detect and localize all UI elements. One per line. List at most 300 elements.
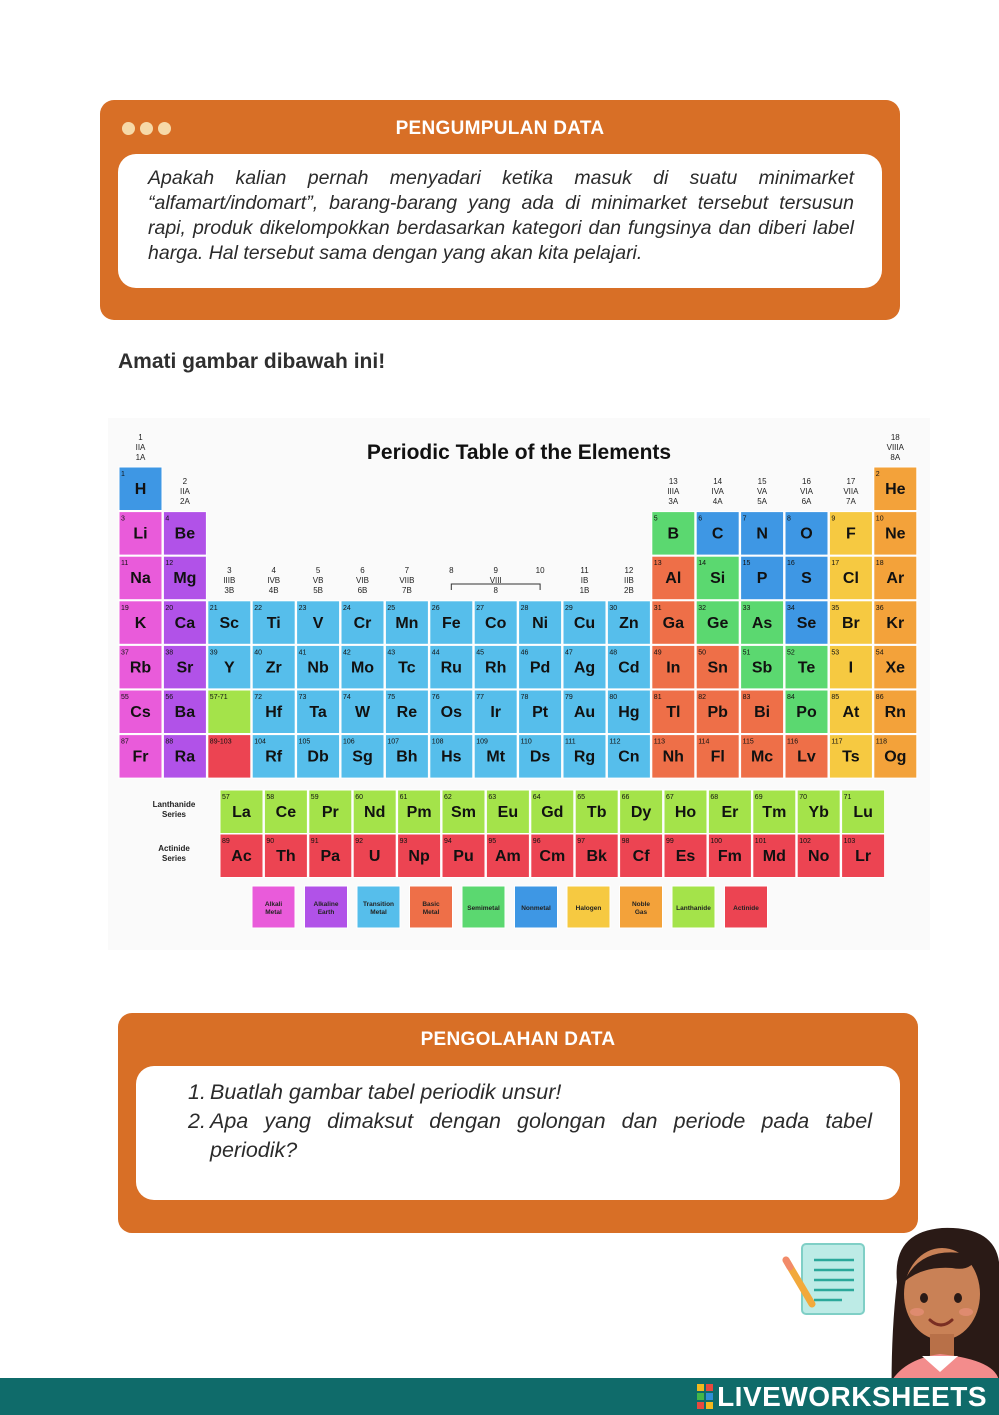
element-w-symbol: W xyxy=(354,704,371,721)
element-ge-number: 32 xyxy=(698,604,706,612)
group-header-label: IB xyxy=(580,576,589,585)
legend-label: Earth xyxy=(317,909,335,916)
element-gd-number: 64 xyxy=(532,794,541,801)
liveworksheets-logo[interactable] xyxy=(697,1378,987,1415)
element-ra-number: 88 xyxy=(165,738,174,746)
group-header-label: IVB xyxy=(267,576,281,585)
group-header-label: 1 xyxy=(138,433,143,442)
series-label: Series xyxy=(161,810,187,819)
group-header-label: 5 xyxy=(315,566,321,575)
element-ge-symbol: Ge xyxy=(707,614,729,632)
group-header-label: 7B xyxy=(402,586,412,595)
element-pm-symbol: Pm xyxy=(406,804,432,821)
element-cl-number: 17 xyxy=(831,560,840,568)
group-header-label: 13 xyxy=(668,477,678,486)
element-zn-symbol: Zn xyxy=(619,614,639,632)
element-sm-number: 62 xyxy=(444,794,452,801)
element-am-number: 95 xyxy=(488,838,497,845)
element-sr-symbol: Sr xyxy=(176,659,194,677)
element-cl-symbol: Cl xyxy=(842,570,859,588)
element-sc-symbol: Sc xyxy=(219,614,240,632)
group-header-label: 4 xyxy=(271,566,276,575)
element-n-symbol: N xyxy=(756,525,768,543)
element-lu-symbol: Lu xyxy=(853,804,873,821)
group-header-label: 1A xyxy=(135,453,146,462)
element-nb-number: 41 xyxy=(298,649,307,657)
element-yb-number: 70 xyxy=(799,794,807,801)
element-rh-number: 45 xyxy=(476,649,484,657)
element-se-symbol: Se xyxy=(796,614,817,632)
element-u-symbol: U xyxy=(368,848,381,865)
element-md-number: 101 xyxy=(754,838,767,845)
element-ta-number: 73 xyxy=(298,694,307,701)
element-ar-number: 18 xyxy=(875,560,884,568)
element-ds-number: 110 xyxy=(520,738,532,746)
element-bk-number: 97 xyxy=(577,838,585,845)
element-np-number: 93 xyxy=(399,838,408,845)
legend-label: Nonmetal xyxy=(521,905,551,912)
element-pa-symbol: Pa xyxy=(320,848,341,865)
element-rg-symbol: Rg xyxy=(573,748,596,766)
element-ba-number: 56 xyxy=(165,694,174,701)
element-hs-number: 108 xyxy=(431,738,444,746)
group-header-label: VIA xyxy=(800,487,813,496)
element-w-number: 74 xyxy=(343,694,351,701)
element-no-symbol: No xyxy=(808,848,830,865)
element-es-symbol: Es xyxy=(675,848,696,865)
element-bh-symbol: Bh xyxy=(396,748,418,766)
group-header-label: 12 xyxy=(624,566,634,575)
element-cs-symbol: Cs xyxy=(130,704,151,721)
group-header-label: 8 xyxy=(493,586,498,595)
group-header-label: IVA xyxy=(711,487,724,496)
element-cu-number: 29 xyxy=(565,604,573,612)
element-kr-number: 36 xyxy=(875,604,884,612)
group-header-label: 7A xyxy=(846,497,856,506)
element-pd-number: 46 xyxy=(520,649,529,657)
group-header-label: IIB xyxy=(624,576,634,585)
element-ac-number: 89 xyxy=(222,838,230,845)
element-cm-number: 96 xyxy=(532,838,541,845)
element-dy-symbol: Dy xyxy=(630,804,652,821)
element-pm-number: 61 xyxy=(399,794,408,801)
element-ce-symbol: Ce xyxy=(275,804,297,821)
group-header-label: IIA xyxy=(135,443,146,452)
element-pu-number: 94 xyxy=(444,838,452,845)
element-fe-number: 26 xyxy=(431,604,440,612)
element-cd-symbol: Cd xyxy=(618,659,640,677)
element-ne-symbol: Ne xyxy=(885,525,906,543)
question-item xyxy=(188,1107,872,1165)
element-na-symbol: Na xyxy=(130,570,151,588)
group-header-label: 16 xyxy=(802,477,811,486)
element-s-symbol: S xyxy=(801,570,812,588)
element-md-symbol: Md xyxy=(762,848,786,865)
group-header-label: 15 xyxy=(757,477,767,486)
element-lv-symbol: Lv xyxy=(797,748,816,766)
element-tb-symbol: Tb xyxy=(586,804,607,821)
pengumpulan-data-card xyxy=(100,100,900,320)
group-header-label: 1B xyxy=(579,586,590,595)
element-v-number: 23 xyxy=(298,604,307,612)
element-li-number: 3 xyxy=(121,515,125,523)
group-header-label: IIIB xyxy=(223,576,236,585)
element-la-number: 57 xyxy=(222,794,230,801)
element-eu-number: 63 xyxy=(488,794,497,801)
element-cu-symbol: Cu xyxy=(573,614,596,632)
element-pt-number: 78 xyxy=(520,694,529,701)
element-mo-symbol: Mo xyxy=(350,659,375,677)
element-sn-symbol: Sn xyxy=(707,659,728,677)
element-he-number: 2 xyxy=(875,471,880,478)
element-pa-number: 91 xyxy=(310,838,319,845)
group-header-label: IIIA xyxy=(667,487,680,496)
legend-label: Halogen xyxy=(575,905,602,912)
element-xe-number: 54 xyxy=(875,649,884,657)
legend-label: Alkaline xyxy=(313,901,339,908)
series-label: Series xyxy=(161,854,187,863)
element-rb-number: 37 xyxy=(121,649,129,657)
element-bi-symbol: Bi xyxy=(754,704,771,721)
element-ag-number: 47 xyxy=(565,649,573,657)
element-o-symbol: O xyxy=(800,525,813,543)
element-ho-number: 67 xyxy=(666,794,674,801)
element-rf-symbol: Rf xyxy=(265,748,283,766)
element-ne-number: 10 xyxy=(875,515,884,523)
element-nd-number: 60 xyxy=(355,794,363,801)
element-dy-number: 66 xyxy=(621,794,630,801)
element-fm-number: 100 xyxy=(710,838,723,845)
instruction-heading: Amati gambar dibawah ini! xyxy=(118,350,386,373)
element-b-symbol: B xyxy=(667,525,680,543)
element-xe-symbol: Xe xyxy=(885,659,906,677)
element-ds-symbol: Ds xyxy=(529,748,551,766)
element-hf-number: 72 xyxy=(254,694,262,701)
element-ac-symbol: Ac xyxy=(231,848,252,865)
element-be-symbol: Be xyxy=(174,525,196,543)
actinide-placeholder-label: 89-103 xyxy=(209,738,232,746)
element-ru-symbol: Ru xyxy=(440,659,462,677)
element-hg-number: 80 xyxy=(609,694,618,701)
element-b-number: 5 xyxy=(653,515,658,523)
element-la-symbol: La xyxy=(232,804,251,821)
element-si-symbol: Si xyxy=(710,570,726,588)
element-ca-symbol: Ca xyxy=(174,614,196,632)
element-nb-symbol: Nb xyxy=(307,659,329,677)
element-ce-number: 58 xyxy=(266,794,275,801)
group-header-label: IIA xyxy=(180,487,190,496)
element-c-symbol: C xyxy=(711,525,724,543)
element-lr-symbol: Lr xyxy=(855,848,872,865)
group-header-label: VIIA xyxy=(843,487,859,496)
element-zn-number: 30 xyxy=(609,604,618,612)
element-np-symbol: Np xyxy=(408,848,430,865)
element-og-symbol: Og xyxy=(884,748,907,766)
element-mt-number: 109 xyxy=(476,738,488,746)
element-tm-symbol: Tm xyxy=(762,804,787,821)
element-mn-number: 25 xyxy=(387,604,396,612)
group-header-label: 18 xyxy=(890,433,900,442)
legend-label: Transition xyxy=(362,901,395,908)
element-mc-number: 115 xyxy=(742,738,754,746)
element-in-number: 49 xyxy=(653,649,662,657)
element-be-number: 4 xyxy=(165,515,170,523)
element-ba-symbol: Ba xyxy=(174,704,196,721)
element-nd-symbol: Nd xyxy=(364,804,386,821)
element-rf-number: 104 xyxy=(254,738,266,746)
element-th-number: 90 xyxy=(266,838,275,845)
group-header-label: 14 xyxy=(713,477,723,486)
element-ca-number: 20 xyxy=(165,604,174,612)
element-pb-number: 82 xyxy=(698,694,706,701)
element-og-number: 118 xyxy=(875,738,887,746)
element-db-symbol: Db xyxy=(307,748,329,766)
periodic-table-image xyxy=(108,418,930,950)
element-ti-symbol: Ti xyxy=(266,614,281,632)
element-mn-symbol: Mn xyxy=(395,614,419,632)
element-tc-number: 43 xyxy=(387,649,396,657)
element-lv-number: 116 xyxy=(787,738,799,746)
group-header-label: 2B xyxy=(624,586,634,595)
element-f-number: 9 xyxy=(831,515,836,523)
element-br-number: 35 xyxy=(831,604,840,612)
logo-blocks-icon xyxy=(697,1384,713,1409)
brand-text: LIVEWORKSHEETS xyxy=(717,1380,987,1412)
group-header-label: VB xyxy=(312,576,324,585)
element-s-number: 16 xyxy=(787,560,795,568)
element-au-number: 79 xyxy=(565,694,573,701)
element-no-number: 102 xyxy=(799,838,811,845)
element-y-symbol: Y xyxy=(223,659,235,677)
element-hf-symbol: Hf xyxy=(265,704,283,721)
element-bh-number: 107 xyxy=(387,738,400,746)
group-header-label: 17 xyxy=(846,477,856,486)
pengolahan-data-card xyxy=(118,1013,918,1233)
group-header-label: 11 xyxy=(580,566,589,575)
element-sb-number: 51 xyxy=(742,649,751,657)
element-tl-number: 81 xyxy=(653,694,662,701)
element-fl-number: 114 xyxy=(698,738,710,746)
element-hs-symbol: Hs xyxy=(441,748,462,766)
element-pr-number: 59 xyxy=(310,794,319,801)
element-os-symbol: Os xyxy=(440,704,462,721)
element-pb-symbol: Pb xyxy=(707,704,728,721)
element-ag-symbol: Ag xyxy=(573,659,596,677)
element-ts-number: 117 xyxy=(831,738,843,746)
group-header-label: 6B xyxy=(357,586,368,595)
element-k-number: 19 xyxy=(121,604,129,612)
element-as-symbol: As xyxy=(751,614,773,632)
element-rb-symbol: Rb xyxy=(129,659,152,677)
legend-label: Noble xyxy=(631,901,651,908)
element-ir-symbol: Ir xyxy=(490,704,502,721)
group-header-label: 10 xyxy=(535,566,545,575)
element-nh-number: 113 xyxy=(653,738,665,746)
element-sc-number: 21 xyxy=(209,604,218,612)
element-si-number: 14 xyxy=(698,560,706,568)
group-header-label: 5A xyxy=(757,497,767,506)
section-title: PENGOLAHAN DATA xyxy=(420,1029,616,1050)
element-te-number: 52 xyxy=(787,649,795,657)
element-ra-symbol: Ra xyxy=(174,748,196,766)
element-hg-symbol: Hg xyxy=(618,704,640,721)
element-mt-symbol: Mt xyxy=(486,748,506,766)
element-zr-number: 40 xyxy=(254,649,262,657)
element-p-symbol: P xyxy=(756,570,768,588)
question-text: Apa yang dimaksut dengan golongan dan periode pada tabel periodik? xyxy=(210,1109,872,1162)
group-header-label: 3B xyxy=(224,586,235,595)
element-er-symbol: Er xyxy=(721,804,739,821)
question-number: 2. xyxy=(188,1109,206,1133)
section-title: PENGUMPULAN DATA xyxy=(395,118,605,139)
element-ru-number: 44 xyxy=(431,649,440,657)
series-label: Lanthanide xyxy=(152,800,196,809)
table-title: Periodic Table of the Elements xyxy=(366,441,672,464)
element-in-symbol: In xyxy=(666,659,681,677)
element-nh-symbol: Nh xyxy=(662,748,684,766)
group-header-label: 8 xyxy=(449,566,454,575)
element-cn-symbol: Cn xyxy=(618,748,640,766)
element-re-number: 75 xyxy=(387,694,396,701)
element-sn-number: 50 xyxy=(698,649,706,657)
element-kr-symbol: Kr xyxy=(886,614,905,632)
element-po-symbol: Po xyxy=(796,704,817,721)
element-yb-symbol: Yb xyxy=(808,804,829,821)
element-er-number: 68 xyxy=(710,794,719,801)
element-f-symbol: F xyxy=(846,525,856,543)
element-fr-number: 87 xyxy=(121,738,129,746)
element-rn-symbol: Rn xyxy=(884,704,906,721)
element-co-number: 27 xyxy=(476,604,484,612)
legend-label: Metal xyxy=(265,909,282,916)
group-header-label: 7 xyxy=(404,566,410,575)
element-i-symbol: I xyxy=(848,659,854,677)
element-bk-symbol: Bk xyxy=(586,848,607,865)
element-cm-symbol: Cm xyxy=(539,848,566,865)
element-pd-symbol: Pd xyxy=(529,659,551,677)
element-ta-symbol: Ta xyxy=(309,704,327,721)
element-lr-number: 103 xyxy=(843,838,856,845)
element-mg-number: 12 xyxy=(165,560,174,568)
element-mg-symbol: Mg xyxy=(173,570,197,588)
element-fe-symbol: Fe xyxy=(441,614,461,632)
group-header-label: VA xyxy=(757,487,768,496)
element-sb-symbol: Sb xyxy=(751,659,773,677)
element-he-symbol: He xyxy=(885,481,906,498)
element-u-number: 92 xyxy=(355,838,363,845)
element-sg-number: 106 xyxy=(343,738,355,746)
element-fl-symbol: Fl xyxy=(710,748,725,766)
group-header-label: 3 xyxy=(227,566,232,575)
legend-label: Basic xyxy=(422,901,440,908)
element-ti-number: 22 xyxy=(254,604,262,612)
group-header-label: 4B xyxy=(268,586,279,595)
element-sm-symbol: Sm xyxy=(451,804,476,821)
element-eu-symbol: Eu xyxy=(497,804,519,821)
element-cf-number: 98 xyxy=(621,838,630,845)
element-cr-number: 24 xyxy=(343,604,351,612)
series-label: Actinide xyxy=(158,844,190,853)
element-po-number: 84 xyxy=(787,694,795,701)
element-lu-number: 71 xyxy=(843,794,852,801)
element-re-symbol: Re xyxy=(396,704,418,721)
element-na-number: 11 xyxy=(121,560,129,568)
element-at-number: 85 xyxy=(831,694,840,701)
element-os-number: 76 xyxy=(431,694,440,701)
element-h-symbol: H xyxy=(134,481,147,498)
element-cd-number: 48 xyxy=(609,649,618,657)
question-panel xyxy=(136,1066,900,1200)
element-fm-symbol: Fm xyxy=(717,848,742,865)
element-cf-symbol: Cf xyxy=(632,848,650,865)
element-rh-symbol: Rh xyxy=(485,659,507,677)
group-header-label: VIIIA xyxy=(886,443,904,452)
element-al-symbol: Al xyxy=(665,570,682,588)
element-li-symbol: Li xyxy=(133,525,148,543)
element-pr-symbol: Pr xyxy=(321,804,339,821)
group-header-label: 2 xyxy=(182,477,188,486)
element-y-number: 39 xyxy=(209,649,218,657)
element-th-symbol: Th xyxy=(276,848,296,865)
legend-label: Lanthanide xyxy=(676,905,711,912)
element-h-number: 1 xyxy=(121,471,125,478)
element-db-number: 105 xyxy=(298,738,311,746)
lanthanide-placeholder-label: 57-71 xyxy=(209,694,228,701)
element-se-number: 34 xyxy=(787,604,795,612)
element-tc-symbol: Tc xyxy=(398,659,416,677)
element-n-number: 7 xyxy=(742,515,747,523)
element-i-number: 53 xyxy=(831,649,840,657)
element-au-symbol: Au xyxy=(573,704,596,721)
element-rn-number: 86 xyxy=(875,694,884,701)
element-ts-symbol: Ts xyxy=(842,748,860,766)
question-list xyxy=(188,1078,872,1165)
element-c-number: 6 xyxy=(698,515,703,523)
group-header-label: 4A xyxy=(712,497,723,506)
element-tl-symbol: Tl xyxy=(666,704,681,721)
element-ga-symbol: Ga xyxy=(662,614,684,632)
group-header-label: 6 xyxy=(360,566,365,575)
legend-label: Metal xyxy=(422,909,440,916)
group-header-label: 8A xyxy=(890,453,901,462)
group-header-label: 2A xyxy=(180,497,190,506)
element-cn-number: 112 xyxy=(609,738,621,746)
element-fr-symbol: Fr xyxy=(132,748,149,766)
element-al-number: 13 xyxy=(653,560,662,568)
element-tb-number: 65 xyxy=(577,794,585,801)
question-item xyxy=(188,1078,872,1107)
element-ni-symbol: Ni xyxy=(532,614,549,632)
legend-label: Semimetal xyxy=(467,905,500,912)
legend-label: Gas xyxy=(634,909,648,916)
element-gd-symbol: Gd xyxy=(541,804,564,821)
element-cs-number: 55 xyxy=(121,694,129,701)
question-text: Buatlah gambar tabel periodik unsur! xyxy=(210,1080,562,1104)
intro-paragraph: Apakah kalian pernah menyadari ketika masuk di suatu minimarket “alfamart/indomart”, barang-barang yang ada di minimarket tersebut tersusun rapi, produk dikelompokkan berdasarkan kategori dan fungsinya dan diberi label harga. Hal tersebut sama dengan yang akan kita pelajari. xyxy=(148,167,854,264)
element-mc-symbol: Mc xyxy=(750,748,774,766)
element-ni-number: 28 xyxy=(520,604,529,612)
element-sg-symbol: Sg xyxy=(352,748,373,766)
element-bi-number: 83 xyxy=(742,694,751,701)
element-pu-symbol: Pu xyxy=(453,848,474,865)
group-header-label: 9 xyxy=(493,566,498,575)
element-cr-symbol: Cr xyxy=(353,614,372,632)
group-header-label: VIB xyxy=(356,576,369,585)
legend-label: Actinide xyxy=(733,905,759,912)
element-ho-symbol: Ho xyxy=(674,804,697,821)
element-tm-number: 69 xyxy=(754,794,763,801)
element-br-symbol: Br xyxy=(842,614,860,632)
